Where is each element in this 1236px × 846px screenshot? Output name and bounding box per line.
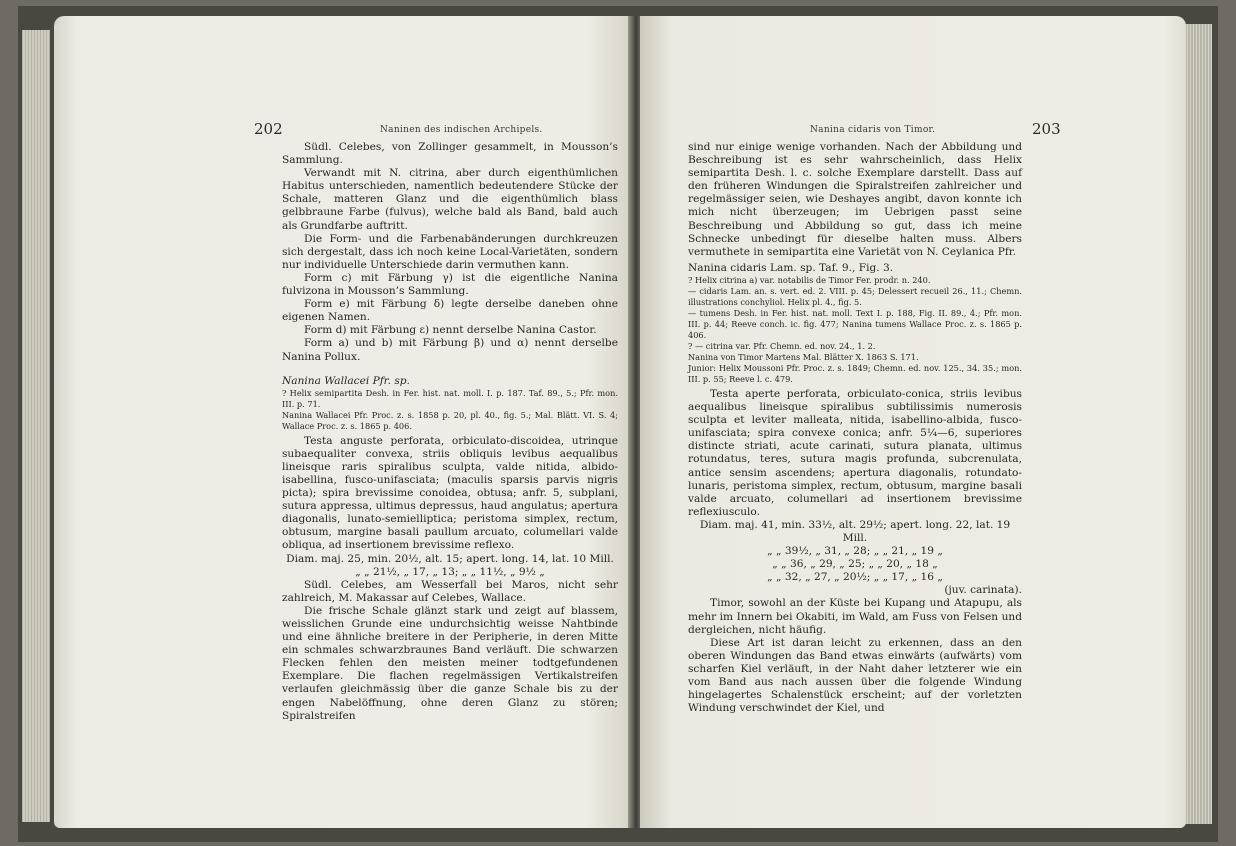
paragraph: Verwandt mit N. citrina, aber durch eigenthümlichen Habitus unterschieden, namentlich bedeutendere Stücke der Schale, matteren Glanz und die eigenthümlich blass gelbbraune Farbe (fulvus), welche bald als Band, bald auch als Grundfarbe auftritt. <box>282 167 618 232</box>
left-text-column <box>282 141 618 723</box>
synonymy-entry: Junior: Helix Moussoni Pfr. Proc. z. s. 1849; Chemn. ed. nov. 125., 34. 35.; mon. III. p. 55; Reeve l. c. 479. <box>688 362 1022 384</box>
page-number: 202 <box>254 120 283 138</box>
synonymy-entry: ? — citrina var. Pfr. Chemn. ed. nov. 24., 1. 2. <box>688 340 876 351</box>
latin-description: Testa aperte perforata, orbiculato-conica, striis levibus aequalibus lineisque spiralibus subtilissimis numerosis sculpta et leviter malleata, nitida, isabellino-albida, fusco-unifasciata; spira convexe conica; anfr. 5¼—6, superiores distincte striati, acute carinati, sutura planata, ultimus rotundatus, teres, sutura magis profunda, subcrenulata, antice sensim ascendens; apertura diagonalis, rotundato-lunaris, peristoma simplex, rectum, obtusum, margine basali valde arcuato, columellari ad insertionem brevissime reflexiusculo. <box>688 387 1022 518</box>
species-title: Nanina cidaris Lam. sp. Taf. 9., Fig. 3. <box>688 261 894 274</box>
synonymy-entry: ? Helix semipartita Desh. in Fer. hist. nat. moll. I. p. 187. Taf. 89., 5.; Pfr. mon. III. p. 71. <box>282 387 618 409</box>
paragraph: Form e) mit Färbung δ) legte derselbe daneben ohne eigenen Namen. <box>282 298 618 324</box>
measurement-line: „ „ 32, „ 27, „ 20½; „ „ 17, „ 16 „ <box>767 571 943 584</box>
species-title: Nanina Wallacei Pfr. sp. <box>282 374 410 387</box>
measurement-line: „ „ 36, „ 29, „ 25; „ „ 20, „ 18 „ <box>772 558 938 571</box>
paragraph: Die Form- und die Farbenabänderungen durchkreuzen sich dergestalt, dass ich noch keine Local-Varietäten, sondern nur individuelle Unterschiede darin vermuthen kann. <box>282 232 618 271</box>
synonymy-entry: ? Helix citrina a) var. notabilis de Timor Fer. prodr. n. 240. <box>688 274 931 285</box>
left-page <box>54 16 632 828</box>
paragraph: Form c) mit Färbung γ) ist die eigentliche Nanina fulvizona in Mousson’s Sammlung. <box>282 271 618 298</box>
running-head: Nanina cidaris von Timor. <box>810 125 936 135</box>
page-number: 203 <box>1032 120 1061 138</box>
synonymy-entry: — tumens Desh. in Fer. hist. nat. moll. Text I. p. 188, Fig. II. 89., 4.; Pfr. mon. III. p. 44; Reeve conch. ic. fig. 477; Nanina tumens Wallace Proc. z. s. 1865 p. 406. <box>688 307 1022 340</box>
paragraph: Diese Art ist daran leicht zu erkennen, dass an den oberen Windungen das Band etwas einwärts (aufwärts) vom scharfen Kiel verläuft, in der Naht daher letzterer wie ein vom Band aus nach aussen über die folgende Windung hingelagertes Schalenstück erscheint; auf der vorletzten Windung verschwindet der Kiel, und <box>688 636 1022 715</box>
measurement-line: Diam. maj. 41, min. 33½, alt. 29½; apert. long. 22, lat. 19 Mill. <box>699 518 1011 544</box>
paragraph: Form d) mit Färbung ε) nennt derselbe Nanina Castor. <box>304 324 597 337</box>
synonymy-entry: Nanina von Timor Martens Mal. Blätter X. 1863 S. 171. <box>688 351 919 362</box>
left-page-edges <box>22 30 50 822</box>
measurement-line: Diam. maj. 25, min. 20½, alt. 15; apert. long. 14, lat. 10 Mill. <box>286 552 614 565</box>
synonymy-entry: — cidaris Lam. an. s. vert. ed. 2. VIII. p. 45; Delessert recueil 26., 11.; Chemn. illustrations conchyliol. Helix pl. 4., fig. 5. <box>688 285 1022 307</box>
locality: Südl. Celebes, am Wesserfall bei Maros, nicht sehr zahlreich, M. Makassar auf Celebes, Wallace. <box>282 578 618 604</box>
juvenile-note: (juv. carinata). <box>944 584 1022 597</box>
measurement-line: „ „ 39½, „ 31, „ 28; „ „ 21, „ 19 „ <box>767 545 943 558</box>
synonymy-entry: Nanina Wallacei Pfr. Proc. z. s. 1858 p. 20, pl. 40., fig. 5.; Mal. Blätt. VI. S. 4; Wallace Proc. z. s. 1865 p. 406. <box>282 409 618 431</box>
paragraph: sind nur einige wenige vorhanden. Nach der Abbildung und Beschreibung ist es sehr wahrscheinlich, dass Helix semipartita Desh. l. c. solche Exemplare darstellt. Dass auf den früheren Windungen die Spiralstreifen zahlreicher und regelmässiger seien, wie Deshayes angibt, davon konnte ich mich nicht überzeugen; im Uebrigen passt seine Beschreibung und Abbildung so gut, dass ich meine Schnecke unbedingt für dieselbe halten muss. Albers vermuthete in semipartita eine Varietät von N. Ceylanica Pfr. <box>688 141 1022 258</box>
latin-description: Testa anguste perforata, orbiculato-discoidea, utrinque subaequaliter convexa, striis obliquis levibus aequalibus lineisque raris spiralibus sculpta, valde nitida, albido-isabellina, fusco-unifasciata; (maculis sparsis parvis nigris picta); spira brevissime conoidea, obtusa; anfr. 5, subplani, sutura appressa, ultimus depressus, haud angulatus; apertura diagonalis, lunato-semielliptica; peristoma simplex, rectum, obtusum, margine basali paullum arcuato, columellari valde obliqua, ad insertionem brevissime reflexo. <box>282 434 618 552</box>
open-book <box>18 6 1218 842</box>
locality: Timor, sowohl an der Küste bei Kupang und Atapupu, als mehr im Innern bei Okabiti, im Wald, am Fuss von Felsen und dergleichen, nicht häufig. <box>688 597 1022 636</box>
running-head: Naninen des indischen Archipels. <box>380 125 543 135</box>
paragraph: Form a) und b) mit Färbung β) und α) nennt derselbe Nanina Pollux. <box>282 337 618 363</box>
right-page <box>640 16 1186 828</box>
paragraph: Die frische Schale glänzt stark und zeigt auf blassem, weisslichen Grunde eine undurchsichtig weisse Nahtbinde und eine ähnliche breitere in der Peripherie, in deren Mitte ein schmales schwarzbraunes Band verläuft. Die schwarzen Flecken fehlen den meisten meiner todtgefundenen Exemplare. Die flachen regelmässigen Vertikalstreifen verlaufen gleichmässig über die ganze Schale bis zu der engen Nabelöffnung, ohne deren Glanz zu stören; Spiralstreifen <box>282 604 618 722</box>
paragraph: Südl. Celebes, von Zollinger gesammelt, in Mousson’s Sammlung. <box>282 141 618 167</box>
measurement-line: „ „ 21½, „ 17, „ 13; „ „ 11½, „ 9½ „ <box>355 565 545 578</box>
right-text-column <box>688 141 1022 715</box>
